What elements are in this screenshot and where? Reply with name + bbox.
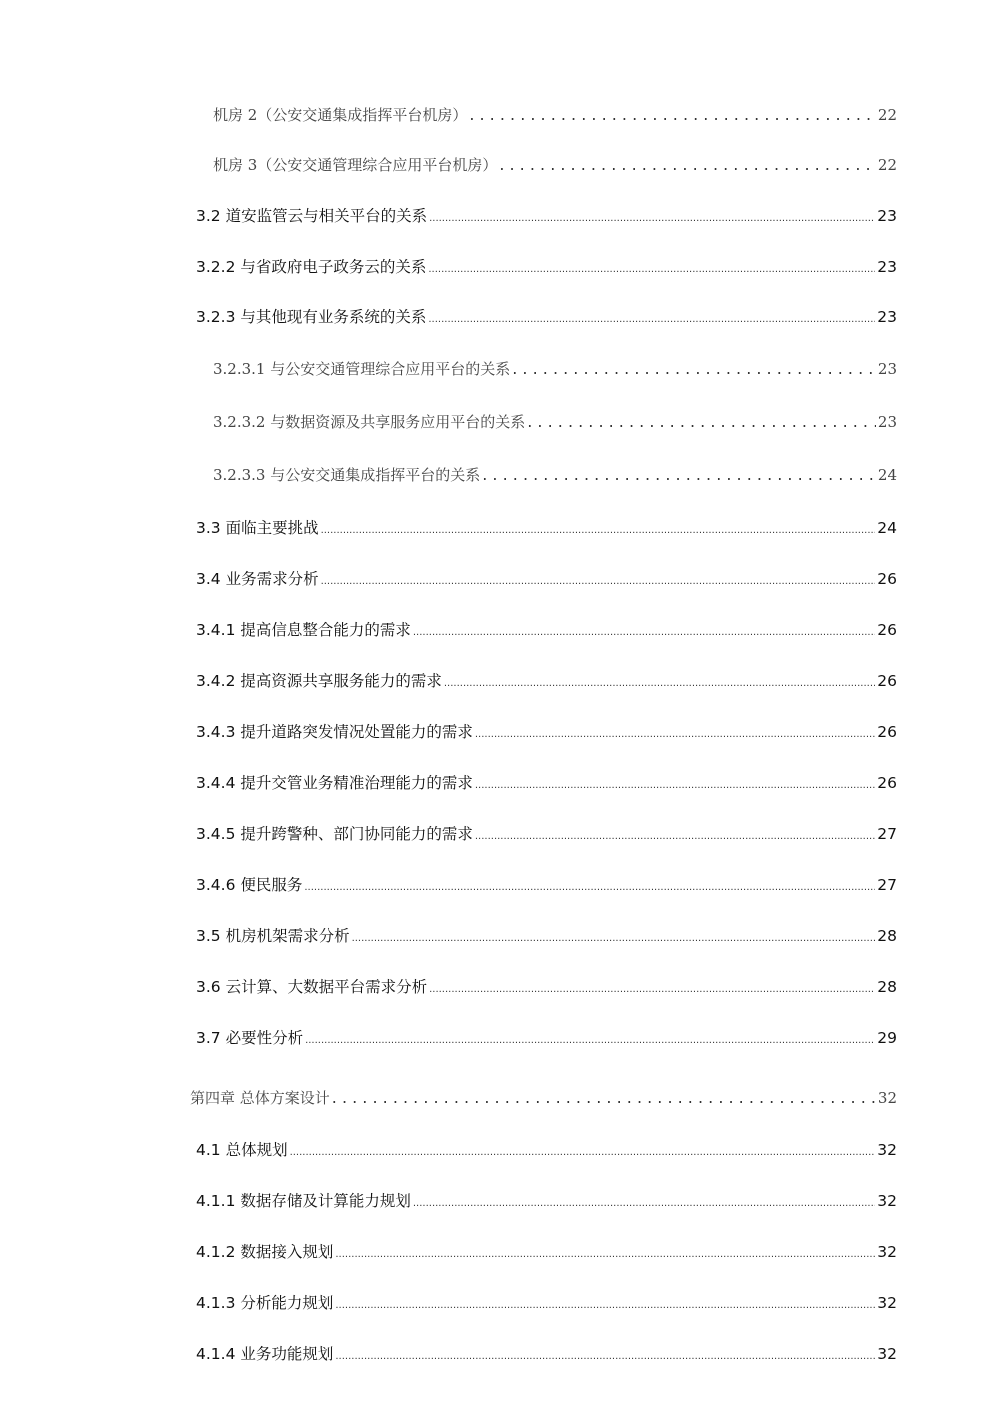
toc-entry-page: 32 bbox=[877, 1141, 897, 1159]
toc-leader-dots bbox=[428, 257, 875, 276]
toc-entry[interactable] bbox=[196, 516, 897, 538]
toc-entry[interactable] bbox=[196, 822, 897, 844]
toc-entry-page: 32 bbox=[877, 1345, 897, 1363]
toc-entry-page: 23 bbox=[877, 308, 897, 326]
toc-leader-dots bbox=[290, 1140, 876, 1159]
toc-entry-label: 3.6 云计算、大数据平台需求分析 bbox=[196, 978, 428, 996]
toc-leader-dots bbox=[475, 722, 875, 741]
toc-leader-dots bbox=[428, 307, 875, 326]
toc-entry-label: 3.2.3.2 与数据资源及共享服务应用平台的关系 bbox=[213, 413, 526, 431]
toc-leader-dots bbox=[482, 465, 876, 484]
toc-leader-dots bbox=[352, 926, 876, 945]
toc-entry-label: 4.1.3 分析能力规划 bbox=[196, 1294, 334, 1312]
toc-entry[interactable] bbox=[213, 104, 897, 125]
toc-entry[interactable] bbox=[213, 411, 897, 432]
toc-entry-label: 3.2.3 与其他现有业务系统的关系 bbox=[196, 308, 427, 326]
toc-entry-page: 28 bbox=[877, 927, 897, 945]
toc-entry-label: 4.1.4 业务功能规划 bbox=[196, 1345, 334, 1363]
toc-entry[interactable] bbox=[196, 567, 897, 589]
toc-entry-label: 机房 3（公安交通管理综合应用平台机房） bbox=[213, 156, 498, 174]
toc-entry-page: 27 bbox=[877, 825, 897, 843]
toc-entry[interactable] bbox=[190, 1087, 897, 1108]
toc-entry-label: 4.1 总体规划 bbox=[196, 1141, 288, 1159]
toc-leader-dots bbox=[499, 155, 876, 174]
toc-entry-label: 3.4.4 提升交管业务精准治理能力的需求 bbox=[196, 774, 473, 792]
toc-entry-page: 26 bbox=[877, 570, 897, 588]
toc-entry-page: 32 bbox=[877, 1294, 897, 1312]
toc-leader-dots bbox=[469, 105, 876, 124]
toc-entry-page: 32 bbox=[877, 1089, 897, 1107]
toc-entry-label: 3.4.1 提高信息整合能力的需求 bbox=[196, 621, 411, 639]
toc-entry-page: 32 bbox=[877, 1243, 897, 1261]
toc-entry-label: 3.2.2 与省政府电子政务云的关系 bbox=[196, 258, 427, 276]
toc-entry-label: 3.4 业务需求分析 bbox=[196, 570, 319, 588]
toc-leader-dots bbox=[475, 824, 875, 843]
toc-entry-page: 22 bbox=[877, 156, 897, 174]
toc-leader-dots bbox=[527, 412, 876, 431]
toc-entry-page: 28 bbox=[877, 978, 897, 996]
toc-entry[interactable] bbox=[196, 873, 897, 895]
toc-entry[interactable] bbox=[196, 1240, 897, 1262]
toc-entry[interactable] bbox=[196, 1342, 897, 1364]
toc-entry-label: 3.7 必要性分析 bbox=[196, 1029, 304, 1047]
toc-entry-label: 4.1.1 数据存储及计算能力规划 bbox=[196, 1192, 411, 1210]
toc-entry-page: 26 bbox=[877, 621, 897, 639]
toc-leader-dots bbox=[444, 671, 875, 690]
toc-leader-dots bbox=[335, 1242, 875, 1261]
toc-entry-page: 26 bbox=[877, 723, 897, 741]
toc-entry[interactable] bbox=[196, 669, 897, 691]
toc-entry-label: 3.4.2 提高资源共享服务能力的需求 bbox=[196, 672, 442, 690]
toc-entry[interactable] bbox=[196, 924, 897, 946]
toc-entry[interactable] bbox=[196, 1026, 897, 1048]
toc-leader-dots bbox=[332, 1088, 876, 1107]
toc-leader-dots bbox=[305, 1028, 875, 1047]
toc-leader-dots bbox=[475, 773, 875, 792]
toc-entry-label: 3.4.5 提升跨警种、部门协同能力的需求 bbox=[196, 825, 473, 843]
toc-entry[interactable] bbox=[196, 1291, 897, 1313]
toc-entry-label: 4.1.2 数据接入规划 bbox=[196, 1243, 334, 1261]
toc-entry-label: 3.2.3.3 与公安交通集成指挥平台的关系 bbox=[213, 466, 481, 484]
toc-entry[interactable] bbox=[213, 358, 897, 379]
toc-entry-page: 22 bbox=[877, 106, 897, 124]
toc-entry-label: 3.3 面临主要挑战 bbox=[196, 519, 319, 537]
toc-entry-page: 24 bbox=[877, 466, 897, 484]
toc-entry[interactable] bbox=[196, 618, 897, 640]
toc-entry[interactable] bbox=[196, 204, 897, 226]
toc-entry[interactable] bbox=[213, 154, 897, 175]
toc-entry-page: 23 bbox=[877, 258, 897, 276]
toc-entry[interactable] bbox=[196, 975, 897, 997]
toc-entry[interactable] bbox=[196, 720, 897, 742]
toc-entry[interactable] bbox=[196, 771, 897, 793]
toc-entry-page: 23 bbox=[877, 360, 897, 378]
toc-entry-page: 26 bbox=[877, 774, 897, 792]
toc-entry-page: 27 bbox=[877, 876, 897, 894]
toc-leader-dots bbox=[335, 1344, 875, 1363]
toc-entry-label: 3.2.3.1 与公安交通管理综合应用平台的关系 bbox=[213, 360, 511, 378]
toc-leader-dots bbox=[429, 977, 875, 996]
toc-leader-dots bbox=[413, 1191, 875, 1210]
toc-entry-page: 24 bbox=[877, 519, 897, 537]
toc-leader-dots bbox=[304, 875, 875, 894]
toc-entry[interactable] bbox=[196, 255, 897, 277]
toc-entry-label: 3.5 机房机架需求分析 bbox=[196, 927, 350, 945]
toc-entry[interactable] bbox=[196, 1138, 897, 1160]
toc-leader-dots bbox=[321, 518, 876, 537]
toc-leader-dots bbox=[413, 620, 875, 639]
toc-entry-page: 29 bbox=[877, 1029, 897, 1047]
toc-entry-page: 23 bbox=[877, 413, 897, 431]
toc-entry[interactable] bbox=[196, 305, 897, 327]
toc-entry-label: 3.2 道安监管云与相关平台的关系 bbox=[196, 207, 428, 225]
toc-entry-label: 3.4.6 便民服务 bbox=[196, 876, 303, 894]
toc-leader-dots bbox=[512, 359, 876, 378]
toc-entry-label: 机房 2（公安交通集成指挥平台机房） bbox=[213, 106, 468, 124]
toc-entry-page: 23 bbox=[877, 207, 897, 225]
toc-leader-dots bbox=[335, 1293, 875, 1312]
toc-entry[interactable] bbox=[196, 1189, 897, 1211]
toc-leader-dots bbox=[429, 206, 875, 225]
toc-leader-dots bbox=[321, 569, 876, 588]
toc-entry-page: 26 bbox=[877, 672, 897, 690]
toc-entry-page: 32 bbox=[877, 1192, 897, 1210]
toc-entry[interactable] bbox=[213, 464, 897, 485]
toc-entry-label: 第四章 总体方案设计 bbox=[190, 1089, 330, 1107]
toc-entry-label: 3.4.3 提升道路突发情况处置能力的需求 bbox=[196, 723, 473, 741]
